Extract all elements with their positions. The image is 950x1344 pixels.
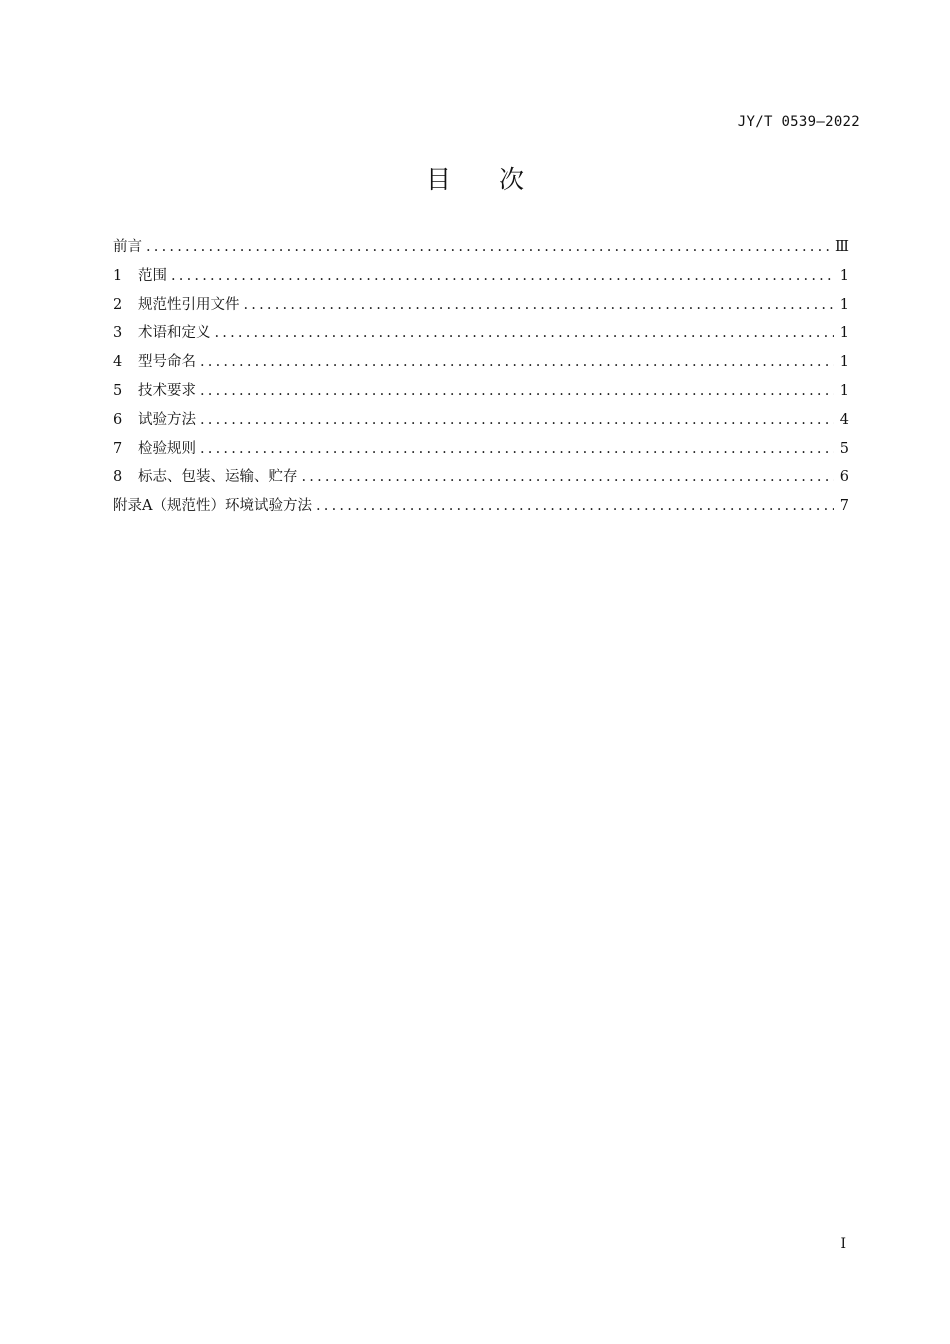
toc-entry-page: 1 <box>839 382 849 399</box>
toc-leader-dots <box>316 492 834 521</box>
toc-entry-foreword[interactable] <box>113 233 849 262</box>
toc-entry-label: 规范性引用文件 <box>138 296 240 313</box>
toc-entry-label: 标志、包装、运输、贮存 <box>138 469 298 486</box>
toc-entry-page: 7 <box>839 498 849 515</box>
toc-entry-label: 型号命名 <box>138 354 196 371</box>
toc-entry-page: Ⅲ <box>835 239 849 255</box>
toc-leader-dots <box>171 262 834 291</box>
toc-entry-page: 1 <box>839 325 849 342</box>
toc-entry-label: 技术要求 <box>138 382 196 399</box>
toc-leader-dots <box>146 233 829 262</box>
toc-entry-number: 2 <box>113 296 123 313</box>
toc-entry-2[interactable] <box>113 291 849 320</box>
toc-entry-6[interactable] <box>113 406 849 435</box>
toc-leader-dots <box>200 406 834 435</box>
toc-entry-label: 检验规则 <box>138 440 196 457</box>
toc-entry-number: 5 <box>113 382 123 399</box>
toc-entry-label: 试验方法 <box>138 411 196 428</box>
toc-entry-1[interactable] <box>113 262 849 291</box>
toc-leader-dots <box>200 377 834 406</box>
toc-entry-page: 1 <box>839 267 849 284</box>
toc-entry-label: 术语和定义 <box>138 325 211 342</box>
toc-leader-dots <box>200 435 834 464</box>
toc-entry-7[interactable] <box>113 435 849 464</box>
toc-entry-number: 6 <box>113 411 123 428</box>
title-char-1: 目 <box>425 165 451 194</box>
toc-leader-dots <box>215 319 834 348</box>
toc-leader-dots <box>244 291 834 320</box>
toc-entry-annex-a[interactable] <box>113 492 849 521</box>
toc-entry-label: 前言 <box>113 239 142 255</box>
toc-entry-number: 1 <box>113 267 123 284</box>
toc-entry-number: 3 <box>113 325 123 342</box>
page-title <box>0 160 950 196</box>
table-of-contents <box>113 233 849 521</box>
toc-entry-5[interactable] <box>113 377 849 406</box>
toc-entry-label: 附录A（规范性）环境试验方法 <box>113 498 312 515</box>
toc-entry-label: 范围 <box>138 267 167 284</box>
toc-entry-number: 8 <box>113 469 123 486</box>
toc-leader-dots <box>302 463 834 492</box>
toc-entry-4[interactable] <box>113 348 849 377</box>
toc-entry-8[interactable] <box>113 463 849 492</box>
toc-entry-page: 5 <box>839 440 849 457</box>
toc-entry-3[interactable] <box>113 319 849 348</box>
toc-entry-number: 7 <box>113 440 123 457</box>
page-number: I <box>840 1236 846 1252</box>
standard-code: JY/T 0539—2022 <box>737 114 860 130</box>
toc-entry-page: 4 <box>839 411 849 428</box>
toc-leader-dots <box>200 348 834 377</box>
toc-entry-page: 1 <box>839 354 849 371</box>
toc-entry-page: 1 <box>839 296 849 313</box>
title-char-2: 次 <box>499 165 525 194</box>
toc-entry-number: 4 <box>113 354 123 371</box>
toc-entry-page: 6 <box>839 469 849 486</box>
